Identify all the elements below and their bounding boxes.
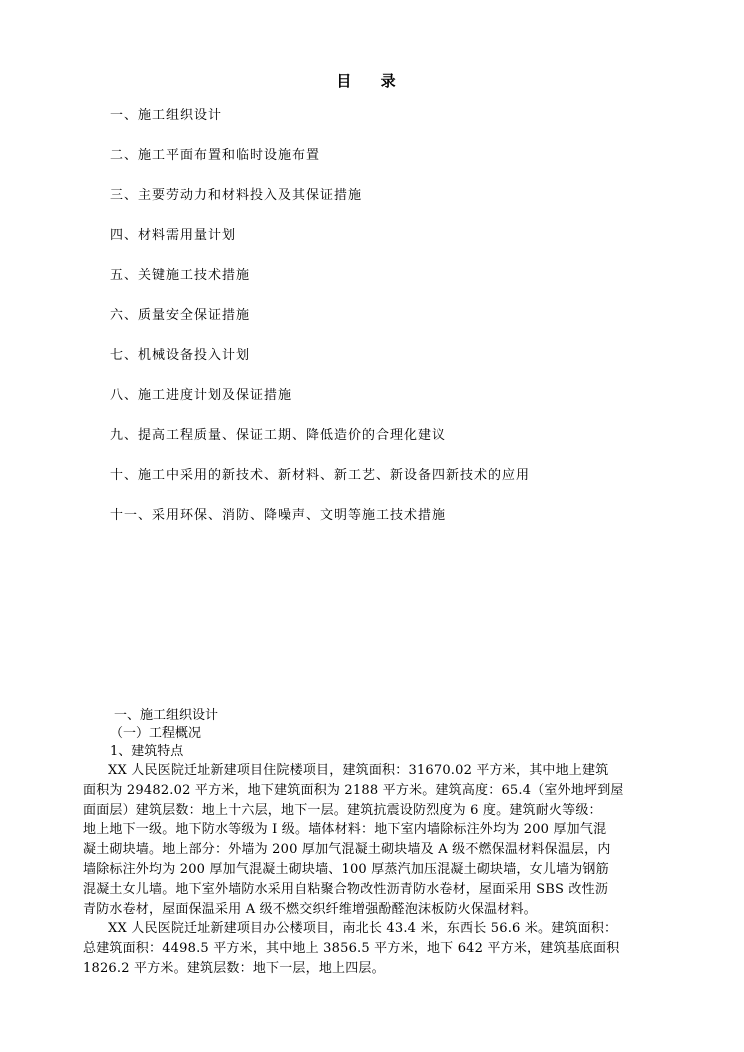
subsection-heading: （一）工程概况 — [110, 726, 202, 741]
paragraph-line: XX 人民医院迁址新建项目办公楼项目，南北长 43.4 米，东西长 56.6 米。建筑面积： — [108, 921, 618, 937]
toc-item: 十、施工中采用的新技术、新材料、新工艺、新设备四新技术的应用 — [110, 468, 531, 483]
toc-item: 九、提高工程质量、保证工期、降低造价的合理化建议 — [110, 428, 447, 443]
paragraph-line: 青防水卷材，屋面保温采用 A 级不燃交织纤维增强酚醛泡沫板防火保温材料。 — [83, 901, 537, 917]
toc-item: 八、施工进度计划及保证措施 — [110, 388, 293, 403]
toc-item: 四、材料需用量计划 — [110, 228, 237, 243]
toc-item: 七、机械设备投入计划 — [110, 348, 251, 363]
toc-item: 十一、采用环保、消防、降噪声、文明等施工技术措施 — [110, 508, 447, 523]
body-text — [83, 707, 640, 979]
paragraph-line: 地上地下一级。地下防水等级为 I 级。墙体材料：地下室内墙除标注外均为 200 厚加气混 — [83, 822, 607, 838]
paragraph-2 — [83, 919, 640, 978]
paragraph-line: 面积为 29482.02 平方米，地下建筑面积为 2188 平方米。建筑高度：65.4（室外地坪到屋 — [83, 782, 624, 798]
toc-title: 目 录 — [336, 72, 408, 90]
item-heading: 1、建筑特点 — [110, 744, 184, 759]
paragraph-line: 凝土砌块墙。地上部分：外墙为 200 厚加气混凝土砌块墙及 A 级不燃保温材料保温层，内 — [83, 842, 611, 858]
section-heading: 一、施工组织设计 — [114, 708, 219, 723]
table-of-contents — [110, 108, 530, 548]
paragraph-line: 面面层）建筑层数：地上十六层，地下一层。建筑抗震设防烈度为 6 度。建筑耐火等级： — [83, 802, 602, 818]
paragraph-line: XX 人民医院迁址新建项目住院楼项目，建筑面积：31670.02 平方米，其中地上建筑 — [108, 763, 609, 778]
toc-item: 一、施工组织设计 — [110, 108, 223, 123]
toc-item: 三、主要劳动力和材料投入及其保证措施 — [110, 188, 363, 203]
toc-item: 六、质量安全保证措施 — [110, 308, 251, 323]
paragraph-line: 总建筑面积：4498.5 平方米，其中地上 3856.5 平方米，地下 642 平方米，建筑基底面积 — [83, 941, 620, 957]
paragraph-line: 墙除标注外均为 200 厚加气混凝土砌块墙、100 厚蒸汽加压混凝土砌块墙，女儿墙为钢筋 — [83, 861, 609, 877]
toc-item: 五、关键施工技术措施 — [110, 268, 251, 283]
toc-item: 二、施工平面布置和临时设施布置 — [110, 148, 321, 163]
paragraph-line: 1826.2 平方米。建筑层数：地下一层，地上四层。 — [83, 960, 385, 976]
paragraph-1 — [83, 761, 640, 919]
paragraph-line: 混凝土女儿墙。地下室外墙防水采用自粘聚合物改性沥青防水卷材，屋面采用 SBS 改性沥 — [83, 881, 609, 897]
